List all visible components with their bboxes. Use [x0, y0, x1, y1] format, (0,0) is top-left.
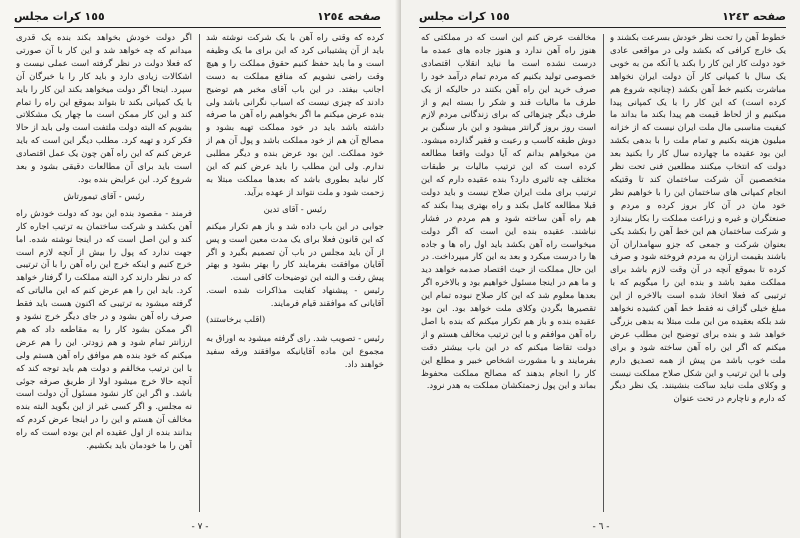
right-page-number-heading: صفحه ١٢٤٣: [722, 9, 786, 23]
right-header-rule: [419, 27, 786, 28]
left-page-number-heading: صفحه ١٢٥٤: [317, 9, 381, 23]
paragraph: فرمند - مقصود بنده این بود که دولت خودش راه آهن بکشد و شرکت ساختمان به ترتیب اجاره کار کند و این اصل است که در اینجا نوشته شده. اما جهت ندارد که پول را بیش از آنچه لازم است خرج کنیم و اینکه خرج این راه آهن را با آن ترتیبی که در نظر دارند کرد البته مملکت را گرفتار خواهد کرد. باید این را هم عرض کنم که این مالیاتی که گرفته میشود به ترتیبی که اکنون هست باید فقط صرف راه آهن بشود و در جای دیگر خرج نشود و اگر ممکن بشود کار را به مقاطعه داد که هم ارزانتر تمام شود و هم زودتر. این را هم عرض میکنم که خود بنده هم موافق راه آهن هستم ولی با این ترتیب مخالفم و دولت هم باید توجه کند که آنچه حالا خرج میشود اولا از طریق صرفه جوئی باشد. و اگر این کار نشود مسئول آن دولت است نه مجلس. و اگر کسی غیر از این بگوید البته بنده مخالف آن هستم و این را در اینجا عرض کردم که بدانند بنده از اول عقیده ام این بوده است که راه آهن را ما خودمان باید بکشیم.: [16, 208, 192, 452]
paragraph: رئیس - تصویب شد. رای گرفته میشود به اوراق به مجموع این ماده آقایانیکه موافقند ورقه سفید خواهند داد.: [206, 333, 384, 370]
paragraph: جوابی در این باب داده شد و باز هم تکرار میکنم که این قانون فعلا برای یک مدت معین است و پس از آن باید مجلس در باب آن تصمیم بگیرد و اگر آقایان موافقت بفرمایند کار را بهتر بشود و بهتر پیش رفت و البته این توضیحات کافی است.: [206, 221, 384, 284]
paragraph: مخالفت عرض کنم این است که در مملکتی که هنوز راه آهن ندارد و هنوز جاده های عمده ما درست نشده است ما نباید انقلاب اقتصادی خصوصی تولید بکنیم که مردم تمام درآمد خود را صرف خرید این راه آهن بکنند در حالیکه از یک طرف ما مالیات قند و شکر را بسته ایم و از طرف دیگر چیزهائی که برای زندگانی مردم لازم است روز بروز گرانتر میشود و این بار سنگین بر دوش طبقه کاسب و رعیت و فقیر گذارده میشود. من میخواهم بدانم که آیا دولت واقعا مطالعه کرده است که این ترتیب مالیات بر طبقات مختلف چه تاثیری دارد؟ بنده عقیده دارم که این ترتیب برای ملت ایران صلاح نیست و باید دولت قبلا مطالعه کامل بکند و راه بهتری پیدا بکند که هم راه آهن ساخته شود و هم مردم در فشار نباشند. عقیده بنده این است که اگر دولت میخواست راه آهن بکشد باید اول راه ها و جاده ها را درست میکرد و بعد به این کار میپرداخت. در این حال مملکت از حیث اقتصاد صدمه خواهد دید و ما هم در اینجا مسئول خواهیم بود و بالاخره اگر بعدها معلوم شد که این کار صلاح نبوده تمام این تقصیرها بگردن وکلای ملت خواهد بود. این بود عقیده بنده و باز هم تکرار میکنم که بنده با اصل راه آهن موافقم و با این ترتیب مخالف هستم و از دولت تقاضا میکنم که در این باب بیشتر دقت بفرمایند و با مشورت اشخاص خبیر و مطلع این کار را انجام بدهند که مصالح مملکت محفوظ بماند و این پول زحمتکشان مملکت به هدر نرود.: [421, 33, 596, 392]
right-page-running-title: ١٥٥ کرات مجلس: [419, 9, 510, 23]
left-page-running-title: ١٥٥ کرات مجلس: [14, 9, 105, 23]
right-page-header: [419, 6, 786, 26]
right-page-column-left: [421, 32, 596, 514]
left-page-column-left: [16, 32, 192, 514]
speaker-line: رئیس - پیشنهاد کفایت مذاکرات شده است. آقایانی که موافقند قیام فرمایند.: [206, 286, 384, 310]
right-page-column-divider: [603, 34, 604, 512]
left-page-folio: - ٧ -: [191, 522, 209, 532]
left-page-column-divider: [199, 34, 200, 512]
paragraph: کرده که وقتی راه آهن با یک شرکت نوشته شد باید از آن پشتیبانی کرد که این برای ما یک وظیفه است و ما باید حفظ کنیم حقوق مملکت را و هیچ وقت راضی نشویم که منافع مملکت به دست اجانب بیفتد. در این باب آقای مخبر هم توضیح دادند که چیزی نیست که اسباب نگرانی باشد ولی بنده عرض میکنم ما اگر بخواهیم راه آهن ما صرفه داشته باشد باید در خود مملکت تهیه بشود و مصالح آن هم از خود مملکت باشد و پول آن هم از خود مملکت. این بود عرض بنده و دیگر مطلبی ندارم. ولی این مطلب را باید عرض کنم که این کار نباید بطوری باشد که بعدها مملکت مبتلا به زحمت شود و ملت نتواند از عهده برآید.: [206, 33, 384, 198]
speaker-line: رئیس - آقای تیمورتاش: [63, 191, 145, 202]
paragraph: اگر دولت خودش بخواهد بکند بنده یک قدری میدانم که چه خواهد شد و این کار با آن صورتی که فعلا دولت در نظر گرفته است عملی نیست و اشکالات زیادی دارد و باید کار را با خبرگان آن سپرد. اینجا اگر دولت میخواهد بکند این کار را باید با یک کمپانی بکند تا بتواند بموقع این راه را تمام کند و این کار ممکن است ما چهار یک مشکلاتی بشویم که البته دولت ملتفت است ولی باید از حالا فکر کرد و تهیه کرد. مطلب دیگر این است که باید عرض کنم که این راه آهن چون یک عمل اقتصادی است باید برای آن مطالعات دقیقی بشود و بعد شروع کرد. این عرایض بنده بود.: [16, 33, 192, 185]
left-header-rule: [14, 27, 381, 28]
left-page-column-right: [206, 32, 384, 514]
paragraph: خطوط آهن را تحت نظر خودش بسرعت بکشند و یک خارج کرافی که بکشد ولی در مواقعی عادی خود دولت کار این کار را بکند یا آنکه من به خوبی یک سال با کمپانی کار آن دولت ایران نخواهد مباشرت بکنیم خط آهن بکشد (چنانچه شروع هم کرده است) که این کار را با یک کمپانی پیدا میکنیم و از لحاظ قیمت هم پیدا بکند ما بداند ما کیفیت مناسبی مال ملت ایران نیست که از خزانه میلیون هزینه بکنیم و تمام ملت را با بدهی بکشد این بود عقیده ما چهارده سال کار را بکنید بعد دولت که انتخاب میکنند مطلعین فنی تحت نظر متخصصین آن شرکت ساختمان کند تا وقتیکه انجام کمپانی های ساختمان این را با خواهیم نظر خود مان در آن کار بروز کرده و مردم و صنعتگران و غیره و زراعت مملکت را بکار بیندازد و شرکت ساختمان هم این خط آهن را بکشد یکی بعنوان شرکت و جمعی که جزو سهامداران آن باشند بقیمت ارزان به مردم فروخته شود و صرف کرده تا بموقع آنچه در آن وقت لازم باشد برای مملکت مفید باشد و بنده این را میگویم که با ترتیبی که فعلا اتخاذ شده است بالاخره از این مبلغ خیلی گزاف نه فقط خط آهن کشیده نخواهد شد بلکه بعقیده من این ملت مبتلا به بدهی بزرگی خواهد شد و بنده برای توضیح این مطلب عرض میکنم که اگر این راه آهن ساخته شود و برای ملت خوب باشد من پیش از همه تصدیق دارم ولی با این ترتیب و این شکل صلاح مملکت نیست و وکلای ملت نباید ساکت بنشینند. یک نظر دیگر که دارم و ناچارم در تحت عنوان: [610, 33, 786, 405]
right-page-folio: - ٦ -: [592, 522, 610, 532]
speaker-line: رئیس - آقای تدین: [263, 204, 327, 215]
vote-note: (اقلب برخاستند): [206, 315, 266, 326]
right-page-column-right: [610, 32, 786, 514]
right-page: [401, 0, 800, 538]
left-page-header: [14, 6, 381, 26]
